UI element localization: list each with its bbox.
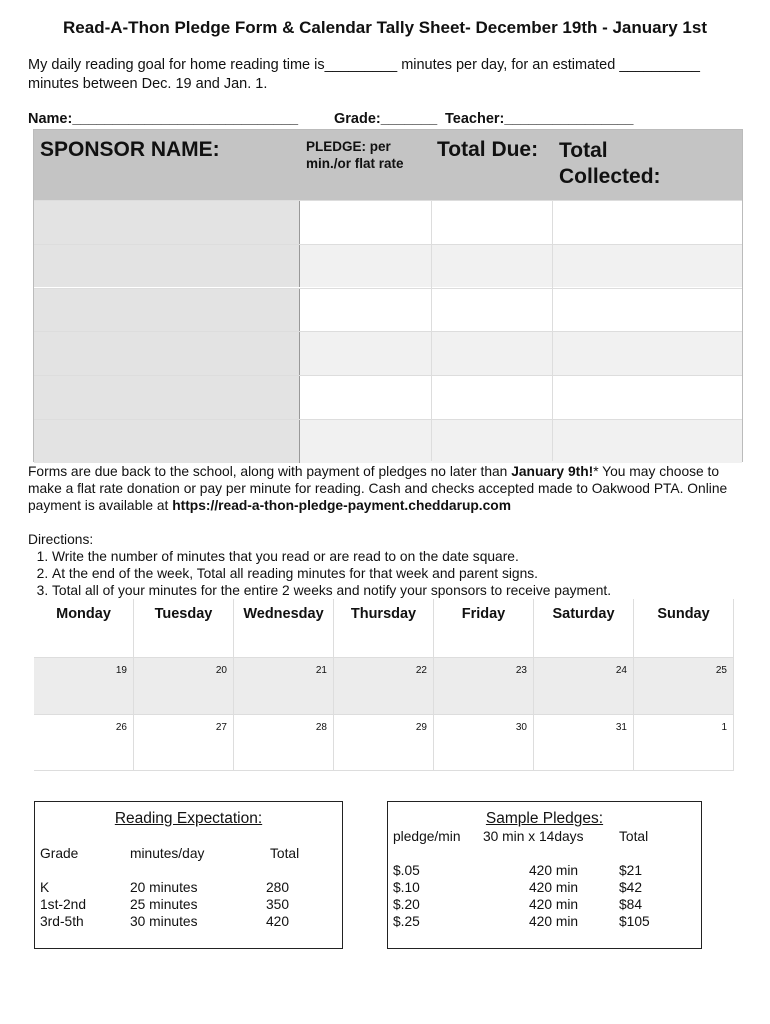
- reading-expectation-cell: 350: [266, 897, 290, 912]
- page-title: Read-A-Thon Pledge Form & Calendar Tally Sheet- December 19th - January 1st: [63, 18, 707, 37]
- calendar-day-header: Thursday: [334, 599, 434, 657]
- sponsor-table-header: [34, 130, 742, 200]
- calendar-date-cell[interactable]: 23: [434, 657, 534, 714]
- sponsor-table: [33, 129, 743, 462]
- calendar-date-cell[interactable]: 26: [34, 714, 134, 771]
- reading-expectation-cell: 25 minutes: [130, 897, 198, 912]
- pledge-header: PLEDGE: per min./or flat rate: [306, 139, 404, 171]
- calendar-day-header: Sunday: [634, 599, 734, 657]
- reading-expectation-cell: 30 minutes: [130, 914, 198, 929]
- name-field[interactable]: Name:____________________________: [28, 111, 299, 127]
- sample-pledges-box: [387, 801, 702, 949]
- direction-item: 1. Write the number of minutes that you read or are read to on the date square.: [52, 548, 743, 565]
- calendar-day-header: Monday: [34, 599, 134, 657]
- sp-header-minutes: 30 min x 14days: [483, 829, 584, 844]
- calendar-day-header: Saturday: [534, 599, 634, 657]
- sample-pledge-cell: $.05: [393, 863, 420, 878]
- sponsor-name-cell[interactable]: [34, 420, 300, 463]
- sample-pledge-cell: $.10: [393, 880, 420, 895]
- reading-expectation-cell: 1st-2nd: [40, 897, 87, 912]
- sponsor-row[interactable]: [34, 200, 742, 244]
- forms-text-a: Forms are due back to the school, along with payment of pledges no later than: [28, 464, 512, 479]
- sample-pledge-cell: 420 min: [529, 897, 579, 912]
- teacher-field[interactable]: Teacher:________________: [445, 111, 634, 127]
- sample-pledge-cell: $.25: [393, 914, 420, 929]
- calendar-date-cell[interactable]: 19: [34, 657, 134, 714]
- directions-heading: Directions:: [28, 532, 94, 547]
- column-divider: [552, 200, 553, 461]
- reading-expectation-cell: K: [40, 880, 50, 895]
- calendar-date-cell[interactable]: 1: [634, 714, 734, 771]
- goal-line-1: My daily reading goal for home reading time is_________ minutes per day, for an estimated __________: [28, 57, 700, 73]
- re-header-minutes: minutes/day: [130, 846, 205, 861]
- calendar-day-header: Wednesday: [234, 599, 334, 657]
- reading-expectation-title: Reading Expectation:: [114, 810, 263, 827]
- calendar-date-cell[interactable]: 27: [134, 714, 234, 771]
- direction-item: 3. Total all of your minutes for the entire 2 weeks and notify your sponsors to receive payment.: [52, 582, 743, 599]
- sample-pledges-title: Sample Pledges:: [485, 810, 604, 827]
- sample-pledge-cell: $21: [619, 863, 643, 878]
- calendar-tally: [34, 599, 734, 772]
- reading-expectation-cell: 420: [266, 914, 290, 929]
- sponsor-row[interactable]: [34, 375, 742, 419]
- grade-field[interactable]: Grade:_______: [334, 111, 438, 127]
- sample-pledge-cell: $.20: [393, 897, 420, 912]
- re-header-total: Total: [270, 846, 300, 861]
- sponsor-name-cell[interactable]: [34, 332, 300, 375]
- reading-expectation-cell: 20 minutes: [130, 880, 198, 895]
- sponsor-row[interactable]: [34, 331, 742, 375]
- calendar-date-cell[interactable]: 25: [634, 657, 734, 714]
- calendar-day-header: Tuesday: [134, 599, 234, 657]
- total-collected-header: Total Collected:: [559, 139, 661, 188]
- payment-url-link[interactable]: https://read-a-thon-pledge-payment.cheddarup.com: [172, 498, 511, 513]
- sponsor-row[interactable]: [34, 419, 742, 463]
- sample-pledge-cell: $84: [619, 897, 643, 912]
- sponsor-name-cell[interactable]: [34, 245, 300, 288]
- sp-header-pledge: pledge/min: [393, 829, 461, 844]
- goal-line-2: minutes between Dec. 19 and Jan. 1.: [28, 76, 268, 92]
- sponsor-row[interactable]: [34, 288, 742, 332]
- calendar-date-cell[interactable]: 31: [534, 714, 634, 771]
- calendar-date-cell[interactable]: 20: [134, 657, 234, 714]
- calendar-date-cell[interactable]: 30: [434, 714, 534, 771]
- reading-goal-text: [28, 56, 748, 94]
- sample-pledge-cell: $105: [619, 914, 650, 929]
- sponsor-row[interactable]: [34, 244, 742, 288]
- sample-pledge-cell: 420 min: [529, 914, 579, 929]
- sample-pledge-cell: $42: [619, 880, 643, 895]
- calendar-date-cell[interactable]: 28: [234, 714, 334, 771]
- direction-item: 2. At the end of the week, Total all reading minutes for that week and parent signs.: [52, 565, 743, 582]
- calendar-date-cell[interactable]: 22: [334, 657, 434, 714]
- reading-expectation-box: [34, 801, 343, 949]
- sponsor-name-cell[interactable]: [34, 201, 300, 244]
- calendar-date-cell[interactable]: 24: [534, 657, 634, 714]
- sample-pledge-cell: 420 min: [529, 880, 579, 895]
- forms-due-text: [28, 463, 743, 514]
- due-date: January 9th!: [511, 464, 594, 479]
- sponsor-name-header: SPONSOR NAME:: [40, 138, 220, 161]
- directions-list: [28, 548, 743, 599]
- reading-expectation-cell: 3rd-5th: [40, 914, 84, 929]
- sp-header-total: Total: [619, 829, 649, 844]
- calendar-day-header: Friday: [434, 599, 534, 657]
- calendar-date-cell[interactable]: 21: [234, 657, 334, 714]
- forms-text-b: * You may choose to make a flat rate donation or pay per minute for reading. Cash and checks accepted made to Oakwood PTA. Online payment is available at: [28, 464, 728, 513]
- reading-expectation-cell: 280: [266, 880, 290, 895]
- re-header-grade: Grade: [40, 846, 79, 861]
- sample-pledge-cell: 420 min: [529, 863, 579, 878]
- directions: [28, 531, 743, 599]
- total-due-header: Total Due:: [437, 138, 539, 161]
- calendar-date-cell[interactable]: 29: [334, 714, 434, 771]
- column-divider: [431, 200, 432, 461]
- sponsor-name-cell[interactable]: [34, 289, 300, 332]
- sponsor-name-cell[interactable]: [34, 376, 300, 419]
